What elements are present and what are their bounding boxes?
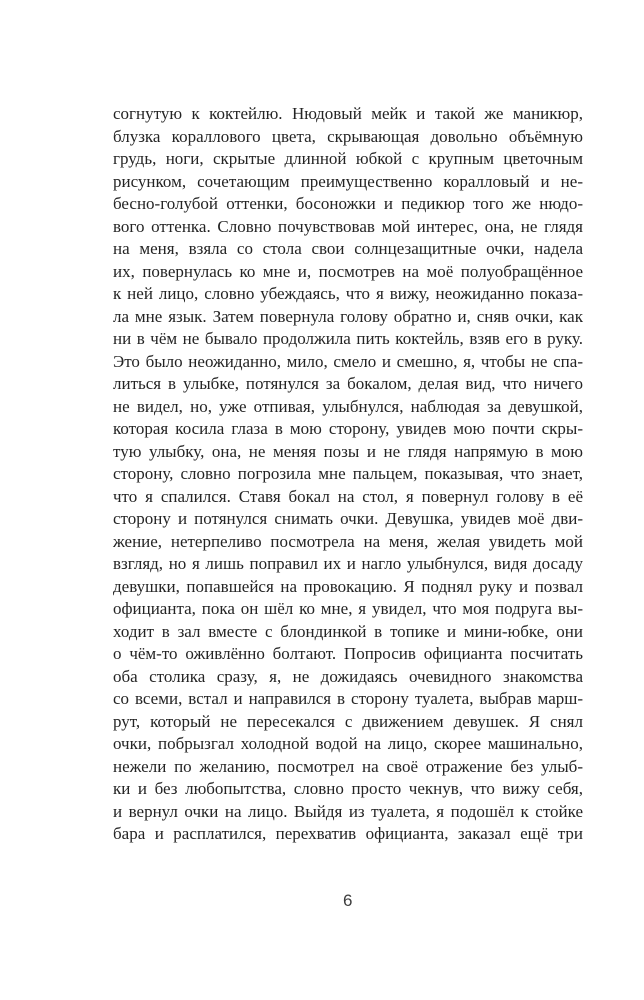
text-line: что я спалился. Ставя бокал на стол, я повернул голову в её <box>113 486 583 506</box>
text-line: согнутую к коктейлю. Нюдовый мейк и такой же маникюр, <box>113 104 583 123</box>
text-line: очки, побрызгал холодной водой на лицо, скорее машинально, <box>113 734 583 753</box>
text-line: блузка кораллового цвета, скрывающая довольно объёмную <box>113 126 583 146</box>
text-line: бесно-голубой оттенки, босоножки и педикюр того же нюдо- <box>113 194 583 213</box>
text-line: вого оттенка. Словно почувствовав мой интерес, она, не глядя <box>113 216 583 236</box>
text-line: о чём-то оживлённо болтают. Попросив официанта посчитать <box>113 644 583 663</box>
text-line: ходит в зал вместе с блондинкой в топике и мини-юбке, они <box>113 621 583 641</box>
text-line: рисунком, сочетающим преимущественно коралловый и не- <box>113 171 583 191</box>
text-line: жение, нетерпеливо посмотрела на меня, желая увидеть мой <box>113 531 583 551</box>
text-line: не видел, но, уже отпивая, улыбнулся, наблюдая за девушкой, <box>113 396 583 416</box>
text-line: ни в чём не бывало продолжила пить коктейль, взяв его в руку. <box>113 329 583 348</box>
text-line: ки и без любопытства, словно просто чекнув, что вижу себя, <box>113 779 583 798</box>
text-line: литься в улыбке, потянулся за бокалом, делая вид, что ничего <box>113 374 583 393</box>
text-line: которая косила глаза в мою сторону, увидев мою почти скры- <box>113 419 583 438</box>
text-line: оба столика сразу, я, не дожидаясь очевидного знакомства <box>113 666 583 686</box>
text-line: рут, который не пересекался с движением девушек. Я снял <box>113 711 583 731</box>
text-line: ла мне язык. Затем повернула голову обратно и, сняв очки, как <box>113 306 583 326</box>
text-line: бара и расплатился, перехватив официанта, заказал ещё три <box>113 824 583 843</box>
text-line: Это было неожиданно, мило, смело и смешно, я, чтобы не спа- <box>113 351 583 371</box>
page-text <box>113 103 583 846</box>
text-line: взгляд, но я лишь поправил их и нагло улыбнулся, видя досаду <box>113 554 583 573</box>
text-line: девушки, попавшейся на провокацию. Я поднял руку и позвал <box>113 576 583 596</box>
text-line: на меня, взяла со стола свои солнцезащитные очки, надела <box>113 239 583 258</box>
page-number: 6 <box>343 891 353 910</box>
text-line: официанта, пока он шёл ко мне, я увидел, что моя подруга вы- <box>113 599 583 618</box>
text-line: тую улыбку, она, не меняя позы и не глядя напрямую в мою <box>113 441 583 461</box>
text-line: сторону, словно погрозила мне пальцем, показывая, что знает, <box>113 464 583 483</box>
text-line: со всеми, встал и направился в сторону туалета, выбрав марш- <box>113 689 583 708</box>
text-line: нежели по желанию, посмотрел на своё отражение без улыб- <box>113 756 583 776</box>
text-line: грудь, ноги, скрытые длинной юбкой с крупным цветочным <box>113 149 583 168</box>
text-line: их, повернулась ко мне и, посмотрев на моё полуобращённое <box>113 261 583 281</box>
text-line: к ней лицо, словно убеждаясь, что я вижу, неожиданно показа- <box>113 284 583 303</box>
text-line: и вернул очки на лицо. Выйдя из туалета, я подошёл к стойке <box>113 801 583 821</box>
text-line: сторону и потянулся снимать очки. Девушка, увидев моё дви- <box>113 509 583 528</box>
